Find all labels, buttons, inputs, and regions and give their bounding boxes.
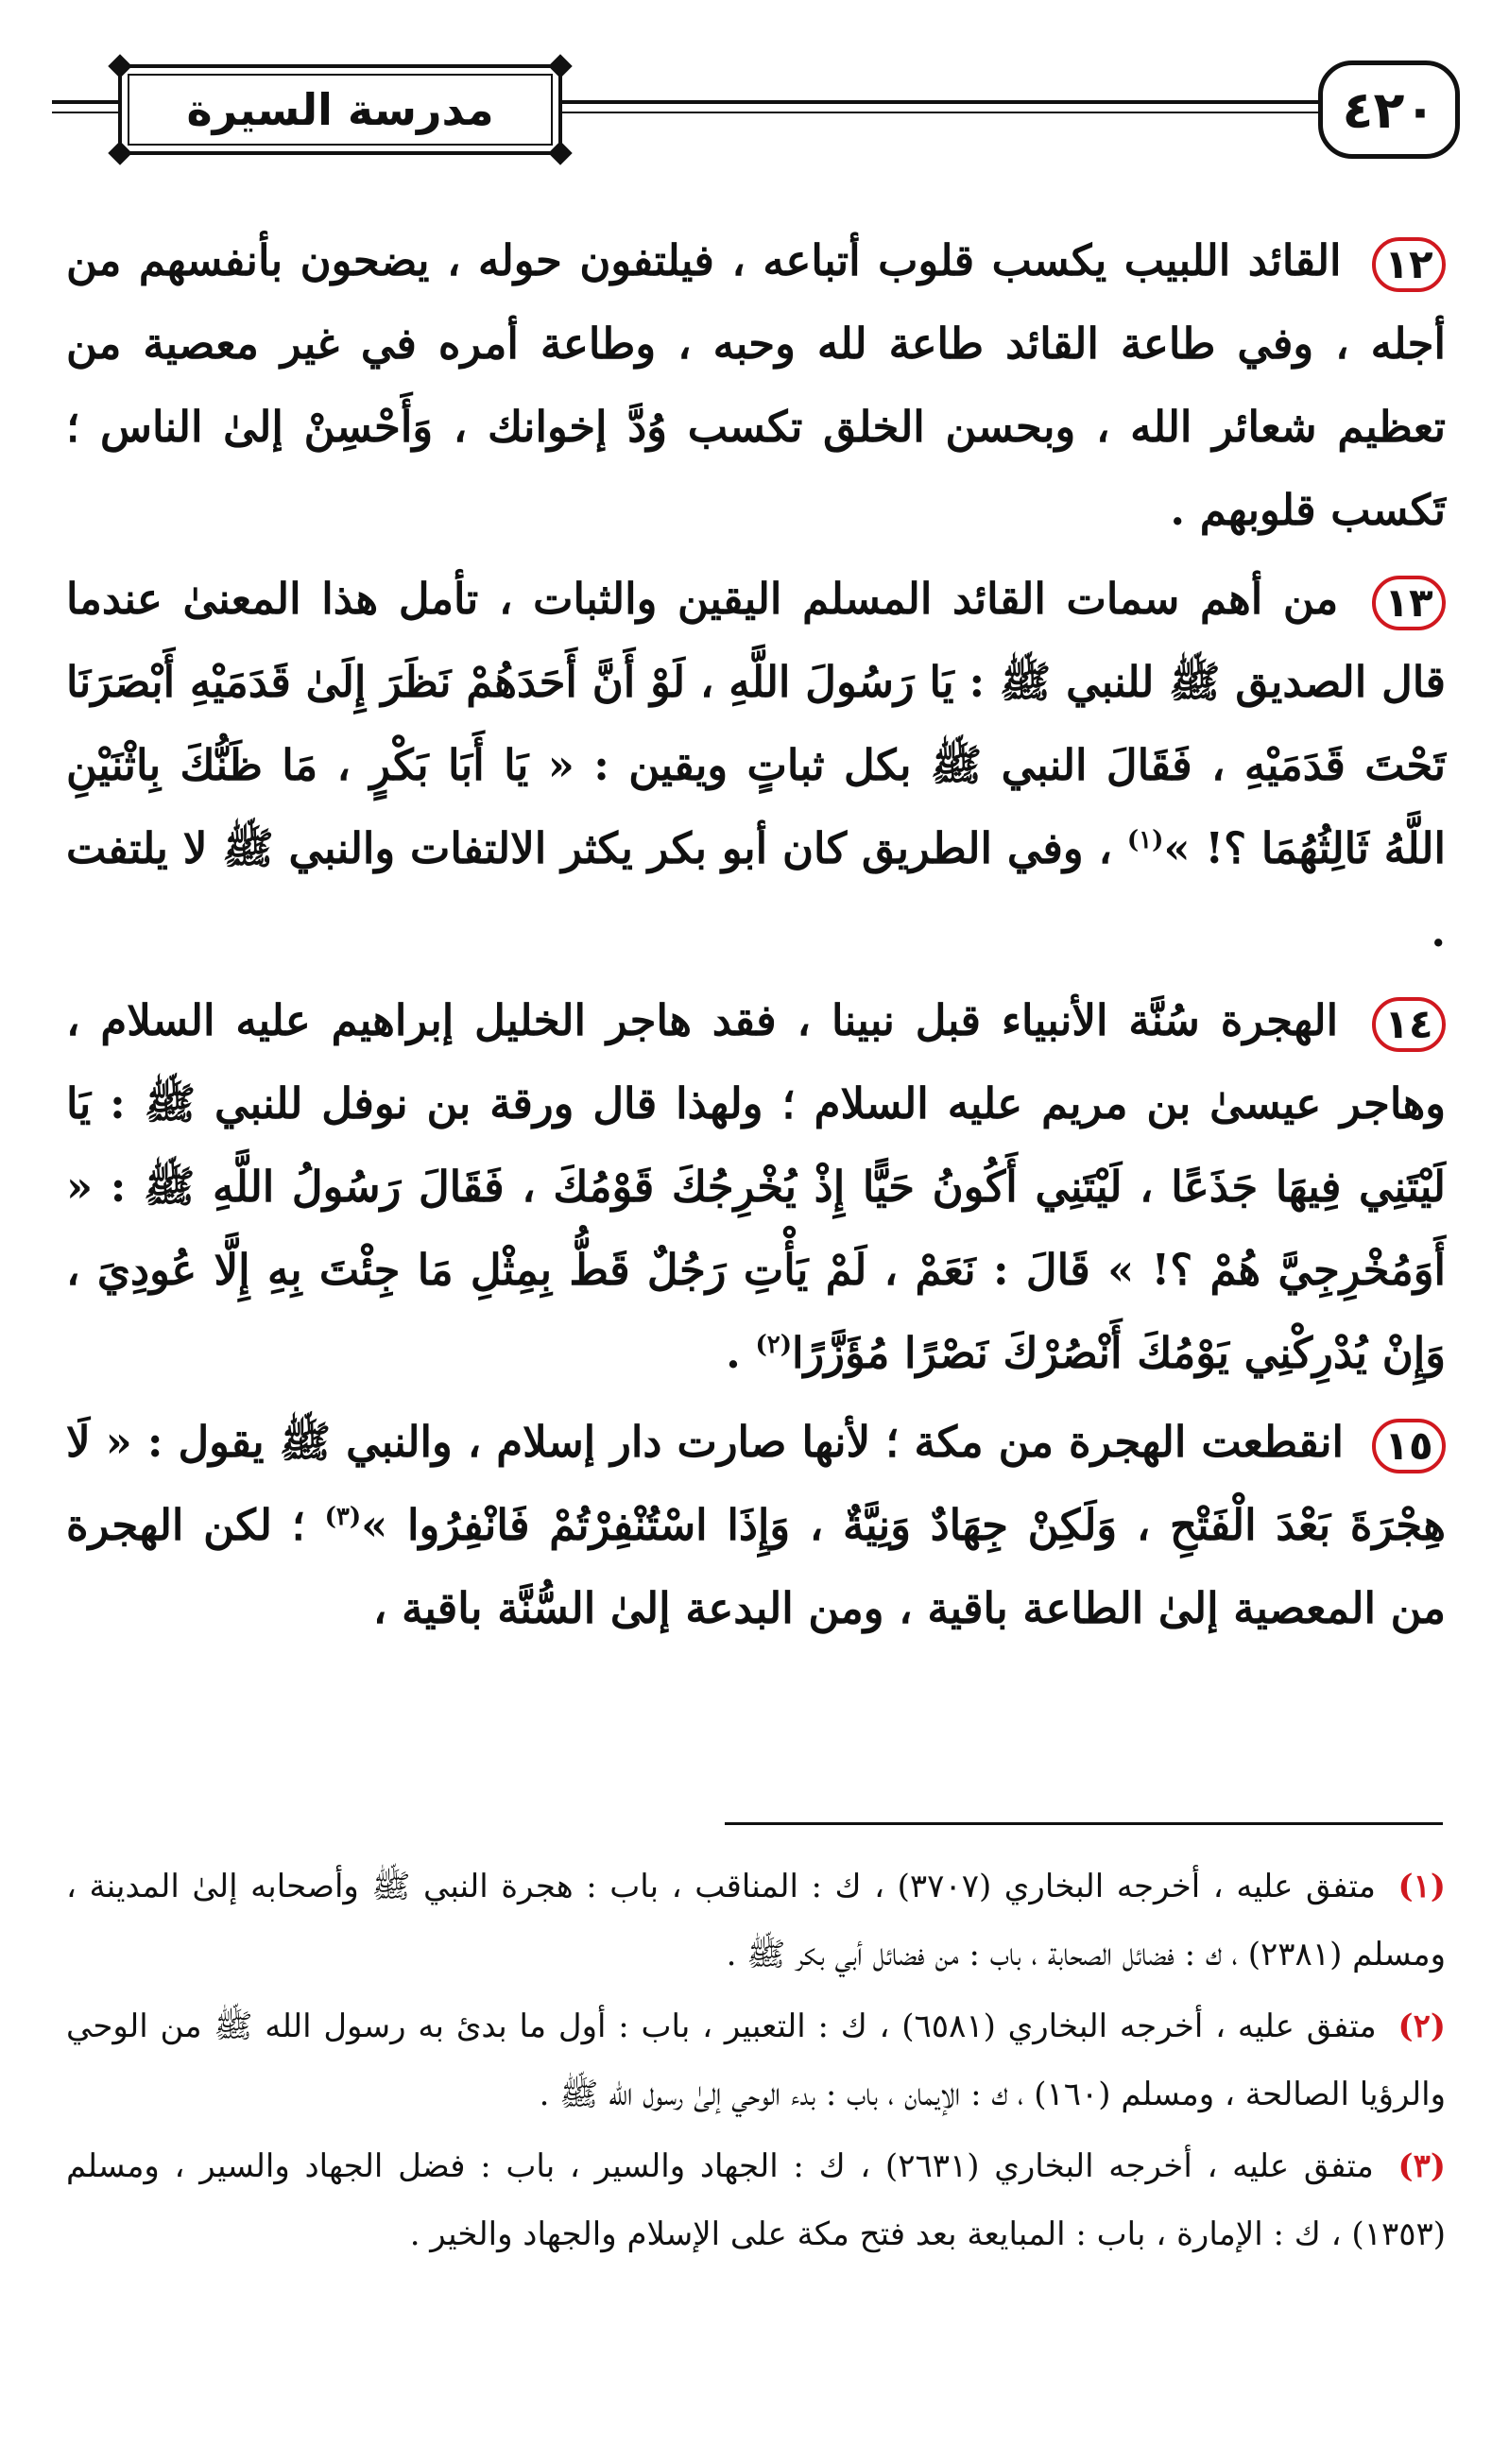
item-text: انقطعت الهجرة من مكة ؛ لأنها صارت دار إسلام ، والنبي ﷺ يقول :: [146, 1417, 1344, 1467]
footnote-number: (١): [1398, 1868, 1446, 1905]
footnote-ref[interactable]: (٢): [755, 1331, 793, 1359]
item-number-badge: ١٣: [1372, 576, 1446, 630]
footnote-number: (٣): [1398, 2147, 1446, 2185]
list-item: [66, 1401, 1446, 1650]
footnote: [66, 1992, 1446, 2128]
footnote: [66, 1852, 1446, 1989]
footnote-ref[interactable]: (١): [1126, 826, 1164, 854]
footnote-number: (٢): [1398, 2007, 1446, 2045]
footnote-ref[interactable]: (٣): [324, 1503, 362, 1531]
item-text: القائد اللبيب يكسب قلوب أتباعه ، فيلتفون حوله ، يضحون بأنفسهم من أجله ، وفي طاعة القائد طاعة لله وحبه ، وطاعة أمره في غير معصية من تعظيم شعائر الله ، وبحسن الخلق تكسب وُدَّ إخوانك ، وَأَحْسِنْ إلىٰ الناس ؛ تَكسب قلوبهم .: [66, 235, 1446, 535]
item-text: من أهم سمات القائد المسلم اليقين والثبات ، تأمل هذا المعنىٰ عندما قال الصديق ﷺ للنبي ﷺ : يَا رَسُولَ اللَّهِ ، لَوْ أَنَّ أَحَدَهُمْ نَظَرَ إِلَىٰ قَدَمَيْهِ أَبْصَرَنَا تَحْتَ قَدَمَيْهِ ، فَقَالَ النبي ﷺ بكل ثباتٍ ويقين :: [66, 574, 1446, 790]
header-rule-middle-thin: [562, 112, 1318, 113]
footnote: [66, 2132, 1446, 2268]
header-rule-left: [52, 100, 118, 104]
item-number-badge: ١٥: [1372, 1419, 1446, 1473]
book-title: مدرسة السيرة: [186, 84, 494, 135]
footnotes: [66, 1852, 1446, 2272]
page-number: ٤٢٠: [1318, 60, 1460, 159]
footnote-text: متفق عليه ، أخرجه البخاري (٦٥٨١) ، ك : التعبير ، باب : أول ما بدئ به رسول الله ﷺ من الوحي والرؤيا الصالحة ، ومسلم (١٦٠) ، ك : الإيمان ، باب : بدء الوحي إلىٰ رسول الله ﷺ .: [66, 2007, 1446, 2113]
item-text-continued: ، وفي الطريق كان أبو بكر يكثر الالتفات والنبي ﷺ لا يلتفت .: [66, 823, 1446, 956]
footnote-divider: [725, 1822, 1443, 1825]
item-text: الهجرة سُنَّة الأنبياء قبل نبينا ، فقد هاجر الخليل إبراهيم عليه السلام ، وهاجر عيسىٰ بن مريم عليه السلام ؛ ولهذا قال ورقة بن نوفل للنبي ﷺ : يَا لَيْتَنِي فِيهَا جَذَعًا ، لَيْتَنِي أَكُونُ حَيًّا إِذْ يُخْرِجُكَ قَوْمُكَ ، فَقَالَ رَسُولُ اللَّهِ ﷺ :: [66, 995, 1446, 1212]
item-text-continued: ؛ لكن الهجرة من المعصية إلىٰ الطاعة باقية ، ومن البدعة إلىٰ السُّنَّة باقية ،: [66, 1500, 1446, 1633]
footnote-text: متفق عليه ، أخرجه البخاري (٢٦٣١) ، ك : الجهاد والسير ، باب : فضل الجهاد والسير ، ومسلم (١٣٥٣) ، ك : الإمارة ، باب : المبايعة بعد فتح مكة على الإسلام والجهاد والخير .: [66, 2147, 1446, 2253]
header-rule-middle: [562, 100, 1318, 104]
list-item: [66, 979, 1446, 1395]
book-title-frame: [118, 64, 562, 155]
hadith-quote: « يَا أَبَا بَكْرٍ ، مَا ظَنُّكَ بِاثْنَيْنِ اللَّهُ ثَالِثُهُمَا ؟! »: [66, 740, 1446, 873]
hadith-quote: « أَوَمُخْرِجِيَّ هُمْ ؟! »: [66, 1162, 1446, 1295]
footnote-text: متفق عليه ، أخرجه البخاري (٣٧٠٧) ، ك : المناقب ، باب : هجرة النبي ﷺ وأصحابه إلىٰ المدينة ، ومسلم (٢٣٨١) ، ك : فضائل الصحابة ، باب : من فضائل أبي بكر ﷺ .: [66, 1868, 1446, 1973]
item-number-badge: ١٤: [1372, 997, 1446, 1052]
page-header: [52, 57, 1460, 161]
item-text-end: .: [726, 1328, 741, 1378]
list-item: [66, 219, 1446, 552]
item-text-continued: قَالَ : نَعَمْ ، لَمْ يَأْتِ رَجُلٌ قَطُّ بِمِثْلِ مَا جِئْتَ بِهِ إِلَّا عُودِيَ ، وَإِنْ يُدْرِكْنِي يَوْمُكَ أَنْصُرْكَ نَصْرًا مُؤَزَّرًا: [66, 1245, 1446, 1378]
hadith-quote: « لَا هِجْرَةَ بَعْدَ الْفَتْحِ ، وَلَكِنْ جِهَادٌ وَنِيَّةٌ ، وَإِذَا اسْتُنْفِرْتُمْ فَانْفِرُوا »: [66, 1417, 1447, 1550]
header-rule-left-thin: [52, 112, 118, 113]
main-text: [66, 219, 1446, 1656]
item-number-badge: ١٢: [1372, 237, 1446, 292]
list-item: [66, 558, 1446, 974]
